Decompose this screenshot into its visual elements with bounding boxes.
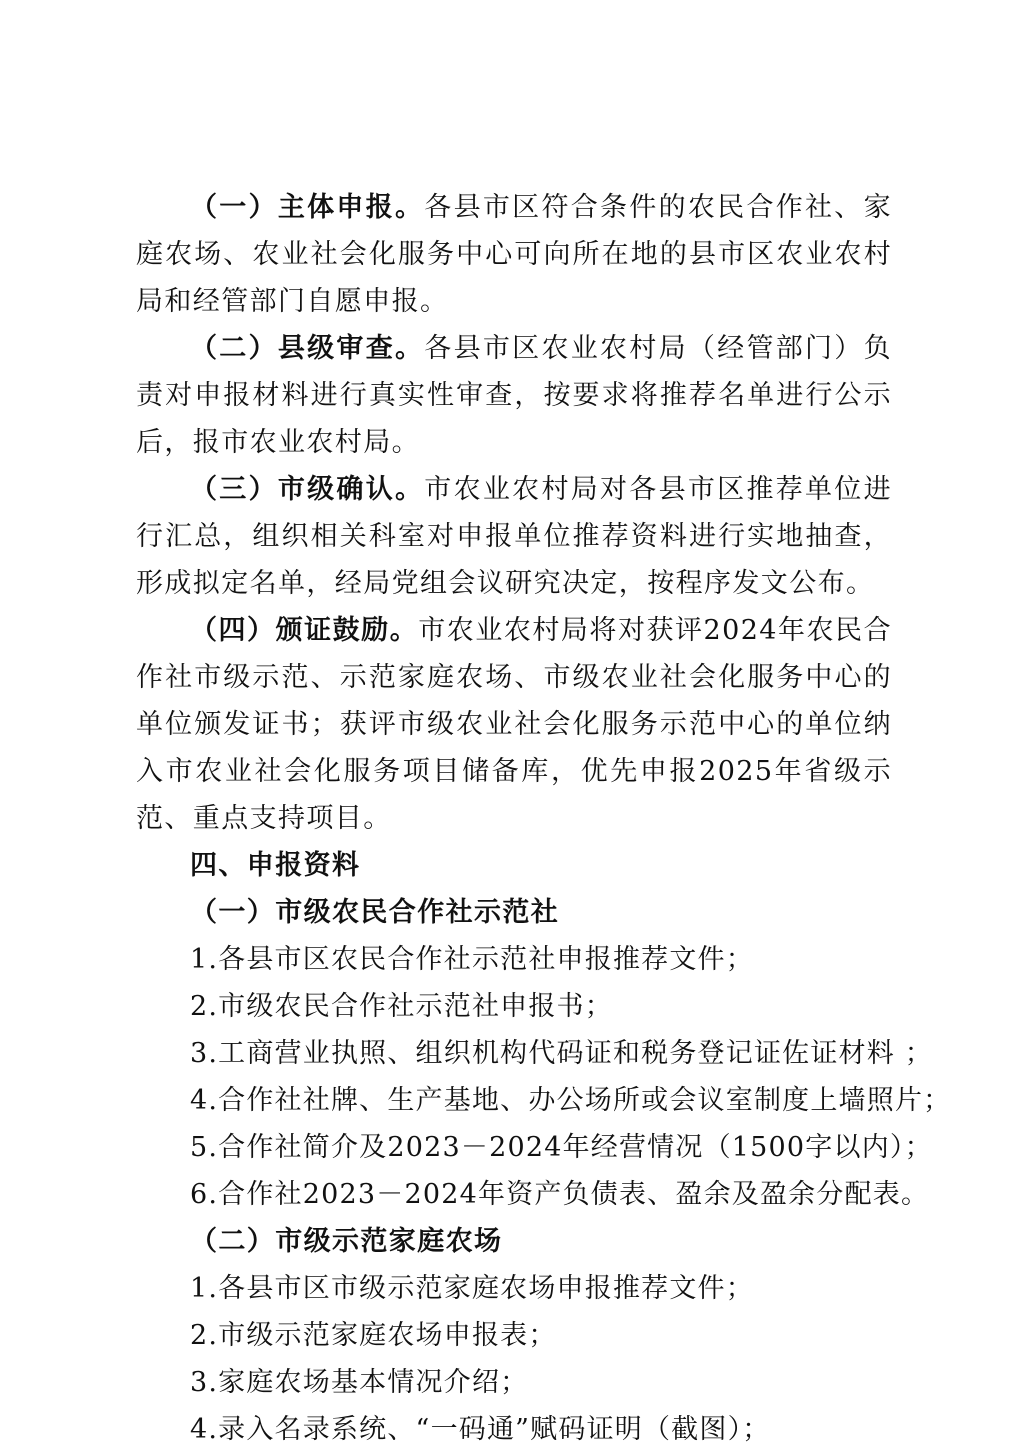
- list-item: 3.家庭农场基本情况介绍；: [190, 1367, 529, 1398]
- section-heading-application-materials: 四、申报资料: [190, 850, 361, 881]
- paragraph-city-confirmation: [136, 466, 892, 607]
- subsection-heading-cooperative: （一）市级农民合作社示范社: [190, 897, 560, 928]
- paragraph-certificate-award: [136, 607, 892, 842]
- list-item: 1.各县市区农民合作社示范社申报推荐文件；: [190, 944, 754, 975]
- list-item: 4.录入名录系统、“一码通”赋码证明（截图）；: [190, 1414, 771, 1445]
- paragraph-subject-application: [136, 184, 892, 325]
- document-body: [136, 184, 952, 1453]
- list-item: 2.市级示范家庭农场申报表；: [190, 1320, 557, 1351]
- list-item: 2.市级农民合作社示范社申报书；: [190, 991, 613, 1022]
- paragraph-lead: （一）主体申报。: [190, 192, 425, 223]
- list-item: 5.合作社简介及2023－2024年经营情况（1500字以内）；: [190, 1132, 933, 1163]
- list-item: 3.工商营业执照、组织机构代码证和税务登记证佐证材料 ；: [190, 1038, 933, 1069]
- paragraph-lead: （三）市级确认。: [190, 474, 425, 505]
- paragraph-text: 各县市区符合条件的农民合作社、家庭农场、农业社会化服务中心可向所在地的县市区农业农村局和经管部门自愿申报。: [136, 192, 892, 317]
- paragraph-text: 各县市区农业农村局（经管部门）负责对申报材料进行真实性审查，按要求将推荐名单进行公示后，报市农业农村局。: [136, 333, 892, 458]
- subsection-heading-family-farm: （二）市级示范家庭农场: [190, 1226, 503, 1257]
- list-item: 4.合作社社牌、生产基地、办公场所或会议室制度上墙照片；: [190, 1085, 952, 1116]
- list-item: 6.合作社2023－2024年资产负债表、盈余及盈余分配表。: [190, 1179, 930, 1210]
- paragraph-county-review: [136, 325, 892, 466]
- paragraph-text: 市农业农村局将对获评2024年农民合作社市级示范、示范家庭农场、市级农业社会化服务中心的单位颁发证书；获评市级农业社会化服务示范中心的单位纳入市农业社会化服务项目储备库，优先申报2025年省级示范、重点支持项目。: [136, 615, 892, 834]
- paragraph-lead: （二）县级审查。: [190, 333, 425, 364]
- list-item: 1.各县市区市级示范家庭农场申报推荐文件；: [190, 1273, 754, 1304]
- paragraph-lead: （四）颁证鼓励。: [190, 615, 419, 646]
- paragraph-text: 市农业农村局对各县市区推荐单位进行汇总，组织相关科室对申报单位推荐资料进行实地抽查，形成拟定名单，经局党组会议研究决定，按程序发文公布。: [136, 474, 892, 599]
